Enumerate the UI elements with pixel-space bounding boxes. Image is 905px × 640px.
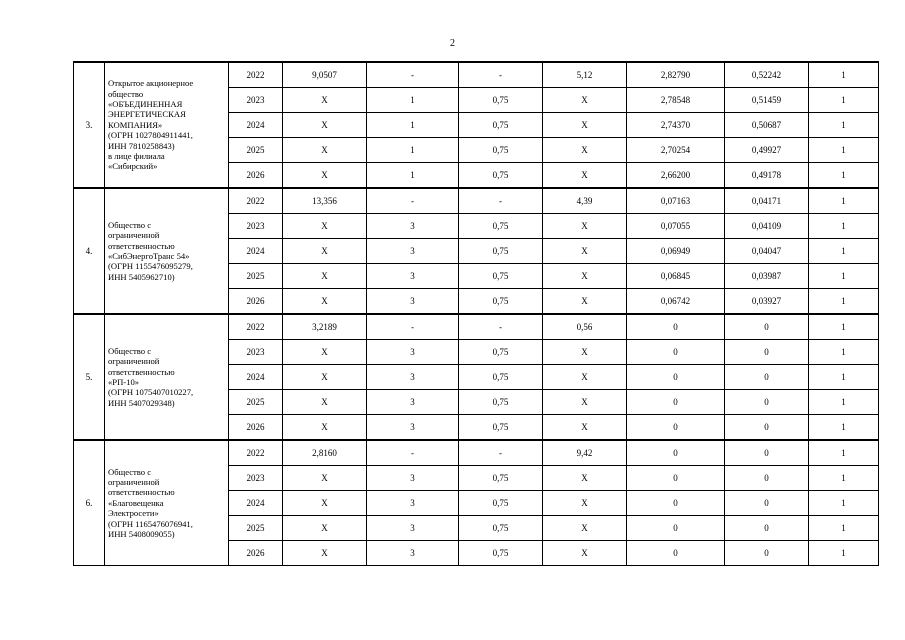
value-cell: 0 [627,365,725,390]
value-cell: X [543,289,627,315]
organization-name-line: «СибЭнергоТранс 54» [108,251,190,261]
value-cell: X [543,138,627,163]
value-cell: 0,75 [459,214,543,239]
value-cell: 0,03927 [725,289,809,315]
value-cell: 1 [809,88,879,113]
value-cell: 1 [809,289,879,315]
value-cell: 0,03987 [725,264,809,289]
value-cell: 0,06845 [627,264,725,289]
value-cell: 5,12 [543,62,627,88]
value-cell: X [543,390,627,415]
organization-name-line: КОМПАНИЯ» [108,119,163,130]
table-row [74,314,879,340]
value-cell: 0,75 [459,88,543,113]
value-cell: 0,75 [459,390,543,415]
value-cell: 0,75 [459,516,543,541]
year-cell: 2023 [229,214,283,239]
year-cell: 2026 [229,415,283,441]
value-cell: 0 [627,541,725,566]
value-cell: X [283,390,367,415]
value-cell: 0,75 [459,541,543,566]
value-cell: 0 [627,516,725,541]
value-cell: 3 [367,491,459,516]
value-cell: 0 [725,491,809,516]
value-cell: - [459,440,543,466]
value-cell: 0,52242 [725,62,809,88]
organization-name-line: ответственностью [108,487,175,498]
value-cell: 13,356 [283,188,367,214]
organization-name-line: Открытое акционерное [108,78,194,89]
year-cell: 2024 [229,491,283,516]
value-cell: 0,75 [459,289,543,315]
page-number: 2 [450,38,455,49]
organization-name-line: (ОГРН 1155476095279, [108,261,193,272]
value-cell: 0 [725,415,809,441]
row-number: 4. [74,188,105,314]
value-cell: X [283,113,367,138]
organization-name-line: ответственностью [108,366,175,377]
value-cell: - [459,62,543,88]
value-cell: - [367,314,459,340]
value-cell: - [367,62,459,88]
value-cell: 0,07163 [627,188,725,214]
value-cell: 9,0507 [283,62,367,88]
value-cell: 3 [367,239,459,264]
tariff-table [73,61,879,566]
value-cell: X [543,516,627,541]
value-cell: 0,75 [459,340,543,365]
value-cell: 0,49927 [725,138,809,163]
organization-name-line: (ОГРН 1075407010227, [108,387,194,398]
table-row [74,62,879,88]
organization-name-line: «Сибирский» [108,161,158,172]
organization-name [105,62,229,188]
value-cell: 0,75 [459,113,543,138]
value-cell: 3 [367,214,459,239]
organization-name-line: в лице филиала [108,151,165,162]
value-cell: 3 [367,390,459,415]
value-cell: X [283,289,367,315]
row-number: 5. [74,314,105,440]
value-cell: - [367,440,459,466]
value-cell: X [283,239,367,264]
value-cell: - [459,188,543,214]
value-cell: 0 [725,541,809,566]
value-cell: 0,06949 [627,239,725,264]
organization-name-line: «ОБЪЕДИНЕННАЯ [108,98,183,109]
row-number: 6. [74,440,105,566]
value-cell: X [543,88,627,113]
year-cell: 2023 [229,88,283,113]
value-cell: 0,56 [543,314,627,340]
year-cell: 2022 [229,440,283,466]
value-cell: 1 [809,340,879,365]
value-cell: 0,50687 [725,113,809,138]
organization-name [105,188,229,314]
value-cell: 0 [725,516,809,541]
value-cell: 1 [809,516,879,541]
value-cell: 0 [627,390,725,415]
value-cell: 1 [809,415,879,441]
table-row [74,188,879,214]
value-cell: 1 [367,113,459,138]
organization-name-line: ограниченной [108,230,160,241]
value-cell: 3,2189 [283,314,367,340]
value-cell: 0 [627,440,725,466]
value-cell: 1 [809,365,879,390]
value-cell: 2,74370 [627,113,725,138]
value-cell: 2,78548 [627,88,725,113]
value-cell: X [543,541,627,566]
value-cell: 0,75 [459,491,543,516]
value-cell: 0,07055 [627,214,725,239]
value-cell: X [543,415,627,441]
year-cell: 2024 [229,113,283,138]
value-cell: 1 [809,466,879,491]
value-cell: 3 [367,415,459,441]
value-cell: X [543,264,627,289]
organization-name-line: Общество с [108,219,152,230]
value-cell: 0,75 [459,466,543,491]
value-cell: 0,75 [459,138,543,163]
value-cell: 3 [367,541,459,566]
value-cell: 0,51459 [725,88,809,113]
organization-name-line: ИНН 5408009055) [108,529,175,540]
value-cell: X [283,516,367,541]
value-cell: 0 [725,340,809,365]
value-cell: 0 [725,314,809,340]
value-cell: 1 [809,390,879,415]
value-cell: 4,39 [543,188,627,214]
value-cell: 3 [367,264,459,289]
value-cell: 3 [367,340,459,365]
value-cell: X [283,415,367,441]
value-cell: 0 [725,440,809,466]
value-cell: 1 [809,138,879,163]
value-cell: 2,66200 [627,163,725,189]
organization-name-line: ограниченной [108,356,160,367]
value-cell: 0 [627,466,725,491]
value-cell: X [543,365,627,390]
value-cell: 1 [809,491,879,516]
value-cell: 1 [367,163,459,189]
row-number: 3. [74,62,105,188]
organization-name-line: «РП-10» [108,377,140,387]
organization-name-line: Электросети» [108,508,159,519]
value-cell: 1 [809,214,879,239]
value-cell: X [283,264,367,289]
value-cell: 0,04109 [725,214,809,239]
value-cell: 2,82790 [627,62,725,88]
year-cell: 2022 [229,188,283,214]
year-cell: 2026 [229,541,283,566]
value-cell: X [283,214,367,239]
value-cell: 0,75 [459,415,543,441]
value-cell: 0,06742 [627,289,725,315]
organization-name-line: ИНН 7810258843) [108,140,175,151]
year-cell: 2023 [229,466,283,491]
value-cell: X [283,491,367,516]
value-cell: X [283,163,367,189]
year-cell: 2025 [229,264,283,289]
value-cell: 2,8160 [283,440,367,466]
year-cell: 2024 [229,365,283,390]
value-cell: 1 [809,314,879,340]
value-cell: 0 [725,390,809,415]
value-cell: 0 [725,365,809,390]
value-cell: X [283,541,367,566]
value-cell: X [543,491,627,516]
year-cell: 2024 [229,239,283,264]
value-cell: - [367,188,459,214]
value-cell: 0,75 [459,365,543,390]
year-cell: 2025 [229,390,283,415]
value-cell: 9,42 [543,440,627,466]
table-body [74,62,879,566]
value-cell: X [543,113,627,138]
year-cell: 2025 [229,138,283,163]
value-cell: X [283,138,367,163]
value-cell: 0 [627,415,725,441]
value-cell: X [543,466,627,491]
value-cell: X [543,239,627,264]
organization-name-line: Общество с [108,466,152,477]
value-cell: 0,04047 [725,239,809,264]
organization-name [105,440,229,566]
value-cell: - [459,314,543,340]
value-cell: 3 [367,466,459,491]
value-cell: 3 [367,289,459,315]
year-cell: 2022 [229,314,283,340]
value-cell: 0,49178 [725,163,809,189]
organization-name-line: ИНН 5405962710) [108,271,175,282]
value-cell: 0 [627,314,725,340]
value-cell: 0 [725,466,809,491]
organization-name-line: Общество с [108,345,152,356]
year-cell: 2025 [229,516,283,541]
value-cell: 0 [627,340,725,365]
organization-name-line: ограниченной [108,476,160,487]
organization-name-line: «Благовещенка [108,497,164,508]
value-cell: X [283,340,367,365]
value-cell: 1 [367,88,459,113]
value-cell: 0,75 [459,239,543,264]
value-cell: X [543,340,627,365]
value-cell: X [543,163,627,189]
value-cell: 1 [809,239,879,264]
organization-name-line: ИНН 5407029348) [108,397,175,408]
value-cell: 0 [627,491,725,516]
organization-name [105,314,229,440]
year-cell: 2022 [229,62,283,88]
organization-name-line: ответственностью [108,240,175,251]
value-cell: 1 [809,163,879,189]
value-cell: 0,04171 [725,188,809,214]
value-cell: 1 [809,541,879,566]
organization-name-line: (ОГРН 1027804911441, [108,130,193,141]
year-cell: 2026 [229,289,283,315]
value-cell: X [283,466,367,491]
value-cell: 3 [367,365,459,390]
value-cell: 1 [809,440,879,466]
table-row [74,440,879,466]
organization-name-line: ЭНЕРГЕТИЧЕСКАЯ [108,109,186,120]
year-cell: 2026 [229,163,283,189]
value-cell: 1 [809,62,879,88]
year-cell: 2023 [229,340,283,365]
value-cell: X [283,365,367,390]
organization-name-line: (ОГРН 1165476076941, [108,518,193,529]
value-cell: 1 [367,138,459,163]
value-cell: 1 [809,264,879,289]
value-cell: 1 [809,188,879,214]
value-cell: 2,70254 [627,138,725,163]
value-cell: 0,75 [459,163,543,189]
value-cell: 3 [367,516,459,541]
value-cell: 0,75 [459,264,543,289]
organization-name-line: общество [108,88,144,99]
value-cell: 1 [809,113,879,138]
value-cell: X [543,214,627,239]
value-cell: X [283,88,367,113]
